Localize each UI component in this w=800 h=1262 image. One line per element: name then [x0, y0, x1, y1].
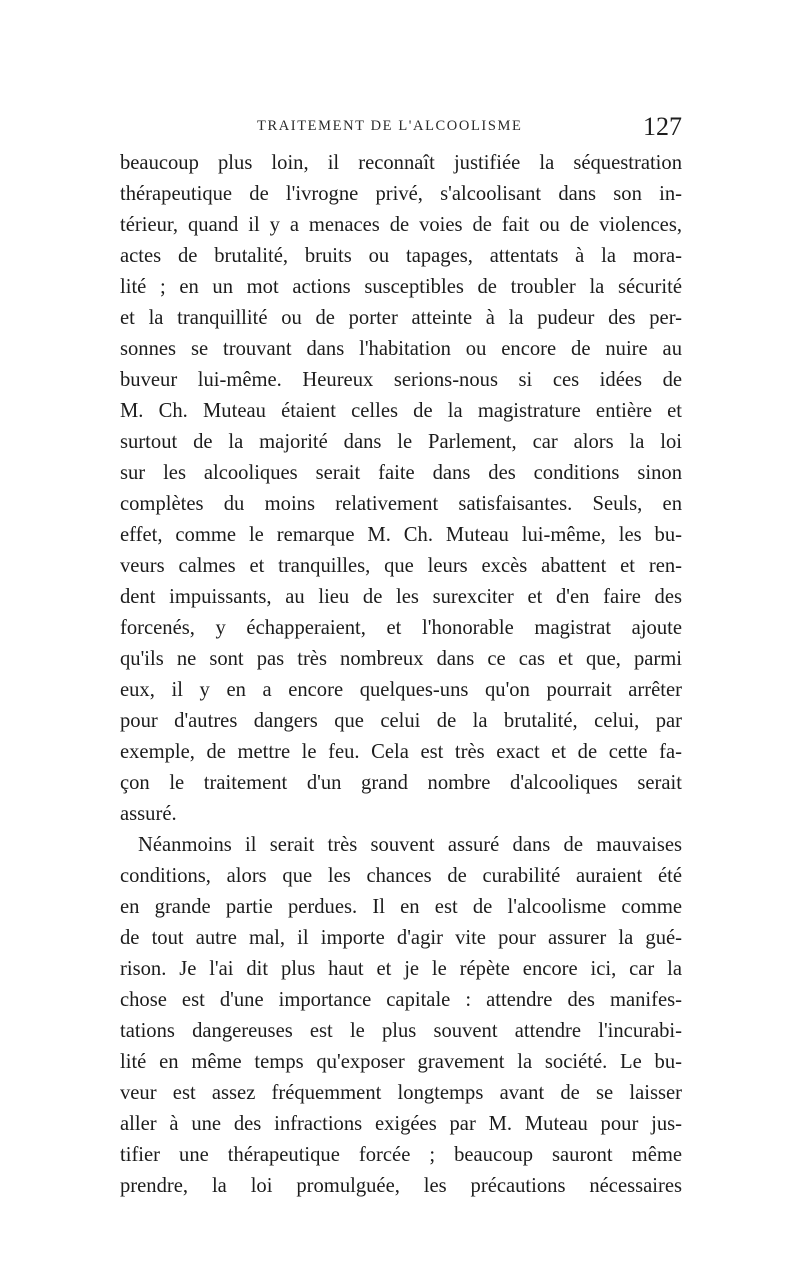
text-line: tations dangereuses est le plus souvent attendre l'incurabi- — [120, 1020, 682, 1042]
text-line: beaucoup plus loin, il reconnaît justifiée la séquestration — [120, 152, 682, 174]
paragraph-2 — [120, 830, 682, 1202]
text-line: sur les alcooliques serait faite dans des conditions sinon — [120, 462, 682, 484]
text-line: prendre, la loi promulguée, les précautions nécessaires — [120, 1175, 682, 1197]
text-line: qu'ils ne sont pas très nombreux dans ce cas et que, parmi — [120, 648, 682, 670]
text-line: lité en même temps qu'exposer gravement la société. Le bu- — [120, 1051, 682, 1073]
text-line: sonnes se trouvant dans l'habitation ou encore de nuire au — [120, 338, 682, 360]
text-line: buveur lui-même. Heureux serions-nous si ces idées de — [120, 369, 682, 391]
text-line: exemple, de mettre le feu. Cela est très exact et de cette fa- — [120, 741, 682, 763]
text-line: lité ; en un mot actions susceptibles de troubler la sécurité — [120, 276, 682, 298]
text-line: chose est d'une importance capitale : attendre des manifes- — [120, 989, 682, 1011]
running-header — [120, 114, 682, 146]
text-line: et la tranquillité ou de porter atteinte à la pudeur des per- — [120, 307, 682, 329]
body-text — [120, 148, 682, 1202]
running-title: TRAITEMENT DE L'ALCOOLISME — [257, 118, 523, 134]
text-line: actes de brutalité, bruits ou tapages, attentats à la mora- — [120, 245, 682, 267]
text-line: de tout autre mal, il importe d'agir vite pour assurer la gué- — [120, 927, 682, 949]
text-line: effet, comme le remarque M. Ch. Muteau lui-même, les bu- — [120, 524, 682, 546]
text-line: térieur, quand il y a menaces de voies de fait ou de violences, — [120, 214, 682, 236]
text-line: M. Ch. Muteau étaient celles de la magistrature entière et — [120, 400, 682, 422]
text-line: surtout de la majorité dans le Parlement, car alors la loi — [120, 431, 682, 453]
text-line: veur est assez fréquemment longtemps avant de se laisser — [120, 1082, 682, 1104]
page-number: 127 — [643, 112, 682, 141]
text-line: conditions, alors que les chances de curabilité auraient été — [120, 865, 682, 887]
text-line: eux, il y en a encore quelques-uns qu'on pourrait arrêter — [120, 679, 682, 701]
text-line: veurs calmes et tranquilles, que leurs excès abattent et ren- — [120, 555, 682, 577]
text-line: tifier une thérapeutique forcée ; beaucoup sauront même — [120, 1144, 682, 1166]
paragraph-1 — [120, 148, 682, 830]
text-line: dent impuissants, au lieu de les surexciter et d'en faire des — [120, 586, 682, 608]
text-line: Néanmoins il serait très souvent assuré dans de mauvaises — [138, 834, 682, 856]
text-line: thérapeutique de l'ivrogne privé, s'alcoolisant dans son in- — [120, 183, 682, 205]
text-line: forcenés, y échapperaient, et l'honorable magistrat ajoute — [120, 617, 682, 639]
text-line: rison. Je l'ai dit plus haut et je le répète encore ici, car la — [120, 958, 682, 980]
text-line: pour d'autres dangers que celui de la brutalité, celui, par — [120, 710, 682, 732]
text-line: çon le traitement d'un grand nombre d'alcooliques serait — [120, 772, 682, 794]
text-line: en grande partie perdues. Il en est de l'alcoolisme comme — [120, 896, 682, 918]
text-line: aller à une des infractions exigées par M. Muteau pour jus- — [120, 1113, 682, 1135]
text-line: assuré. — [120, 803, 177, 825]
text-line: complètes du moins relativement satisfaisantes. Seuls, en — [120, 493, 682, 515]
